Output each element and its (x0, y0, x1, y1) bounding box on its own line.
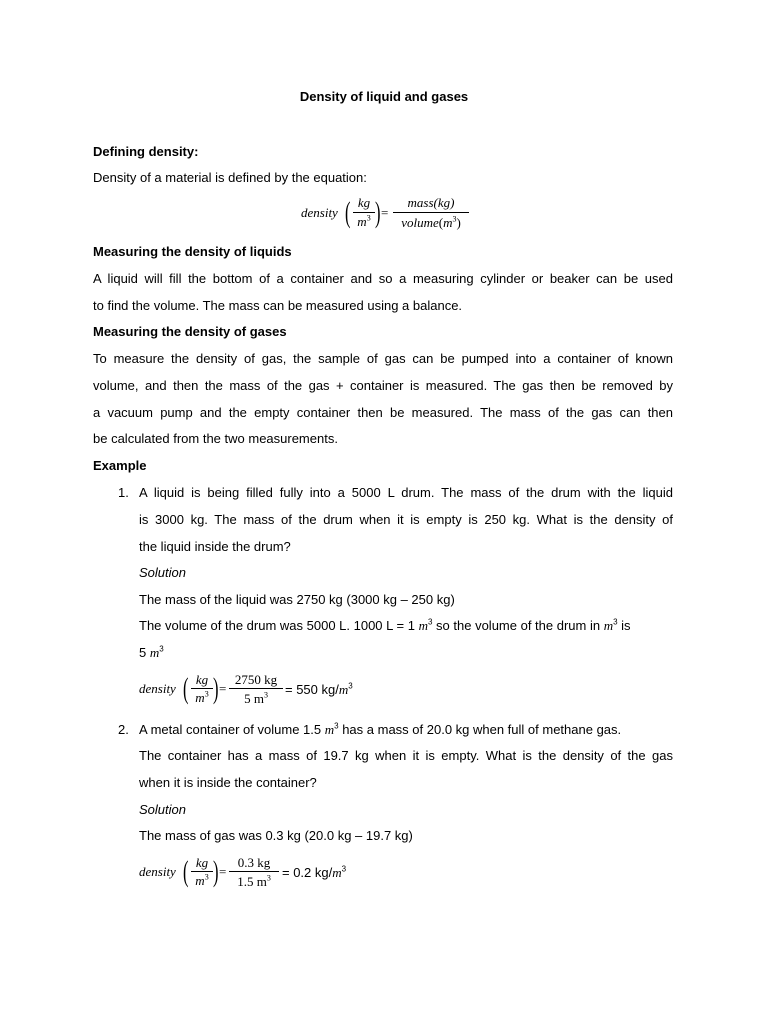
gases-paragraph-line-1: To measure the density of gas, the sample of gas can be pumped into a container of known (93, 351, 673, 366)
liquids-paragraph-line-1: A liquid will fill the bottom of a container and so a measuring cylinder or beaker can be used (93, 271, 673, 286)
volume-denominator: 5 $m^3$ (244, 690, 268, 706)
unit-fraction-bar (353, 212, 375, 213)
gases-paragraph-line-3: a vacuum pump and the empty container then be measured. The mass of the gas can then (93, 405, 673, 420)
unit-denominator: $m^3$ (357, 213, 371, 229)
left-paren: ( (345, 196, 351, 229)
equals-sign: = (219, 681, 227, 696)
example-1-volume-line: The volume of the drum was 5000 L. 1000 L = 1 $m^3$ so the volume of the drum in $m^3$ is (139, 617, 631, 633)
right-paren: ) (213, 672, 219, 705)
example-1-line-1: A liquid is being filled fully into a 5000 L drum. The mass of the drum with the liquid (139, 485, 673, 500)
volume-denominator: $volume(m^3)$ (401, 214, 461, 230)
example-2-number: 2. (118, 722, 129, 737)
example-2-solution-label: Solution (139, 802, 186, 817)
example-1-solution-label: Solution (139, 565, 186, 580)
density-word: density (301, 205, 338, 220)
example-2-equation (139, 853, 379, 893)
example-2-line-3: when it is inside the container? (139, 775, 317, 790)
mass-numerator: mass(kg) (407, 195, 455, 210)
example-1-mass-line: The mass of the liquid was 2750 kg (3000 kg – 250 kg) (139, 592, 455, 607)
unit-fraction-bar (191, 688, 213, 689)
result-value: = 0.2 $kg/m^3$ (282, 864, 347, 880)
density-equation (301, 193, 471, 237)
example-1-line-3: the liquid inside the drum? (139, 539, 291, 554)
kg-label: kg (195, 672, 209, 687)
example-2-line-1: A metal container of volume 1.5 $m^3$ has a mass of 20.0 kg when full of methane gas. (139, 721, 622, 737)
fraction-bar (229, 688, 283, 689)
unit-denominator: $m^3$ (195, 872, 209, 888)
defining-density-text: Density of a material is defined by the equation: (93, 170, 367, 185)
example-2-line-2: The container has a mass of 19.7 kg when it is empty. What is the density of the gas (139, 748, 673, 763)
example-1-number: 1. (118, 485, 129, 500)
left-paren: ( (183, 672, 189, 705)
defining-density-heading: Defining density: (93, 144, 199, 159)
result-value: = 550 $kg/m^3$ (285, 681, 353, 697)
unit-fraction-bar (191, 871, 213, 872)
density-word: density (139, 864, 176, 879)
page-title: Density of liquid and gases (299, 89, 469, 104)
equals-sign: = (219, 864, 227, 879)
example-heading: Example (93, 458, 147, 473)
gases-heading: Measuring the density of gases (93, 324, 287, 339)
fraction-bar (229, 871, 279, 872)
mass-numerator: 0.3 kg (237, 855, 271, 870)
left-paren: ( (183, 855, 189, 888)
example-1-line-2: is 3000 kg. The mass of the drum when it is empty is 250 kg. What is the density of (139, 512, 673, 527)
gases-paragraph-line-4: be calculated from the two measurements. (93, 431, 338, 446)
equals-sign: = (381, 205, 389, 220)
example-1-equation (139, 670, 379, 710)
liquids-heading: Measuring the density of liquids (93, 244, 292, 259)
right-paren: ) (213, 855, 219, 888)
mass-numerator: 2750 kg (234, 672, 278, 687)
kg-label: kg (357, 195, 371, 210)
main-fraction-bar (393, 212, 469, 213)
gases-paragraph-line-2: volume, and then the mass of the gas + container is measured. The gas then be removed by (93, 378, 673, 393)
density-word: density (139, 681, 176, 696)
example-2-mass-line: The mass of gas was 0.3 kg (20.0 kg – 19.7 kg) (139, 828, 413, 843)
example-1-volume-line-2: 5 $m^3$ (139, 644, 164, 660)
volume-denominator: 1.5 $m^3$ (237, 873, 271, 889)
unit-denominator: $m^3$ (195, 689, 209, 705)
right-paren: ) (375, 196, 381, 229)
kg-label: kg (195, 855, 209, 870)
liquids-paragraph-line-2: to find the volume. The mass can be measured using a balance. (93, 298, 463, 313)
